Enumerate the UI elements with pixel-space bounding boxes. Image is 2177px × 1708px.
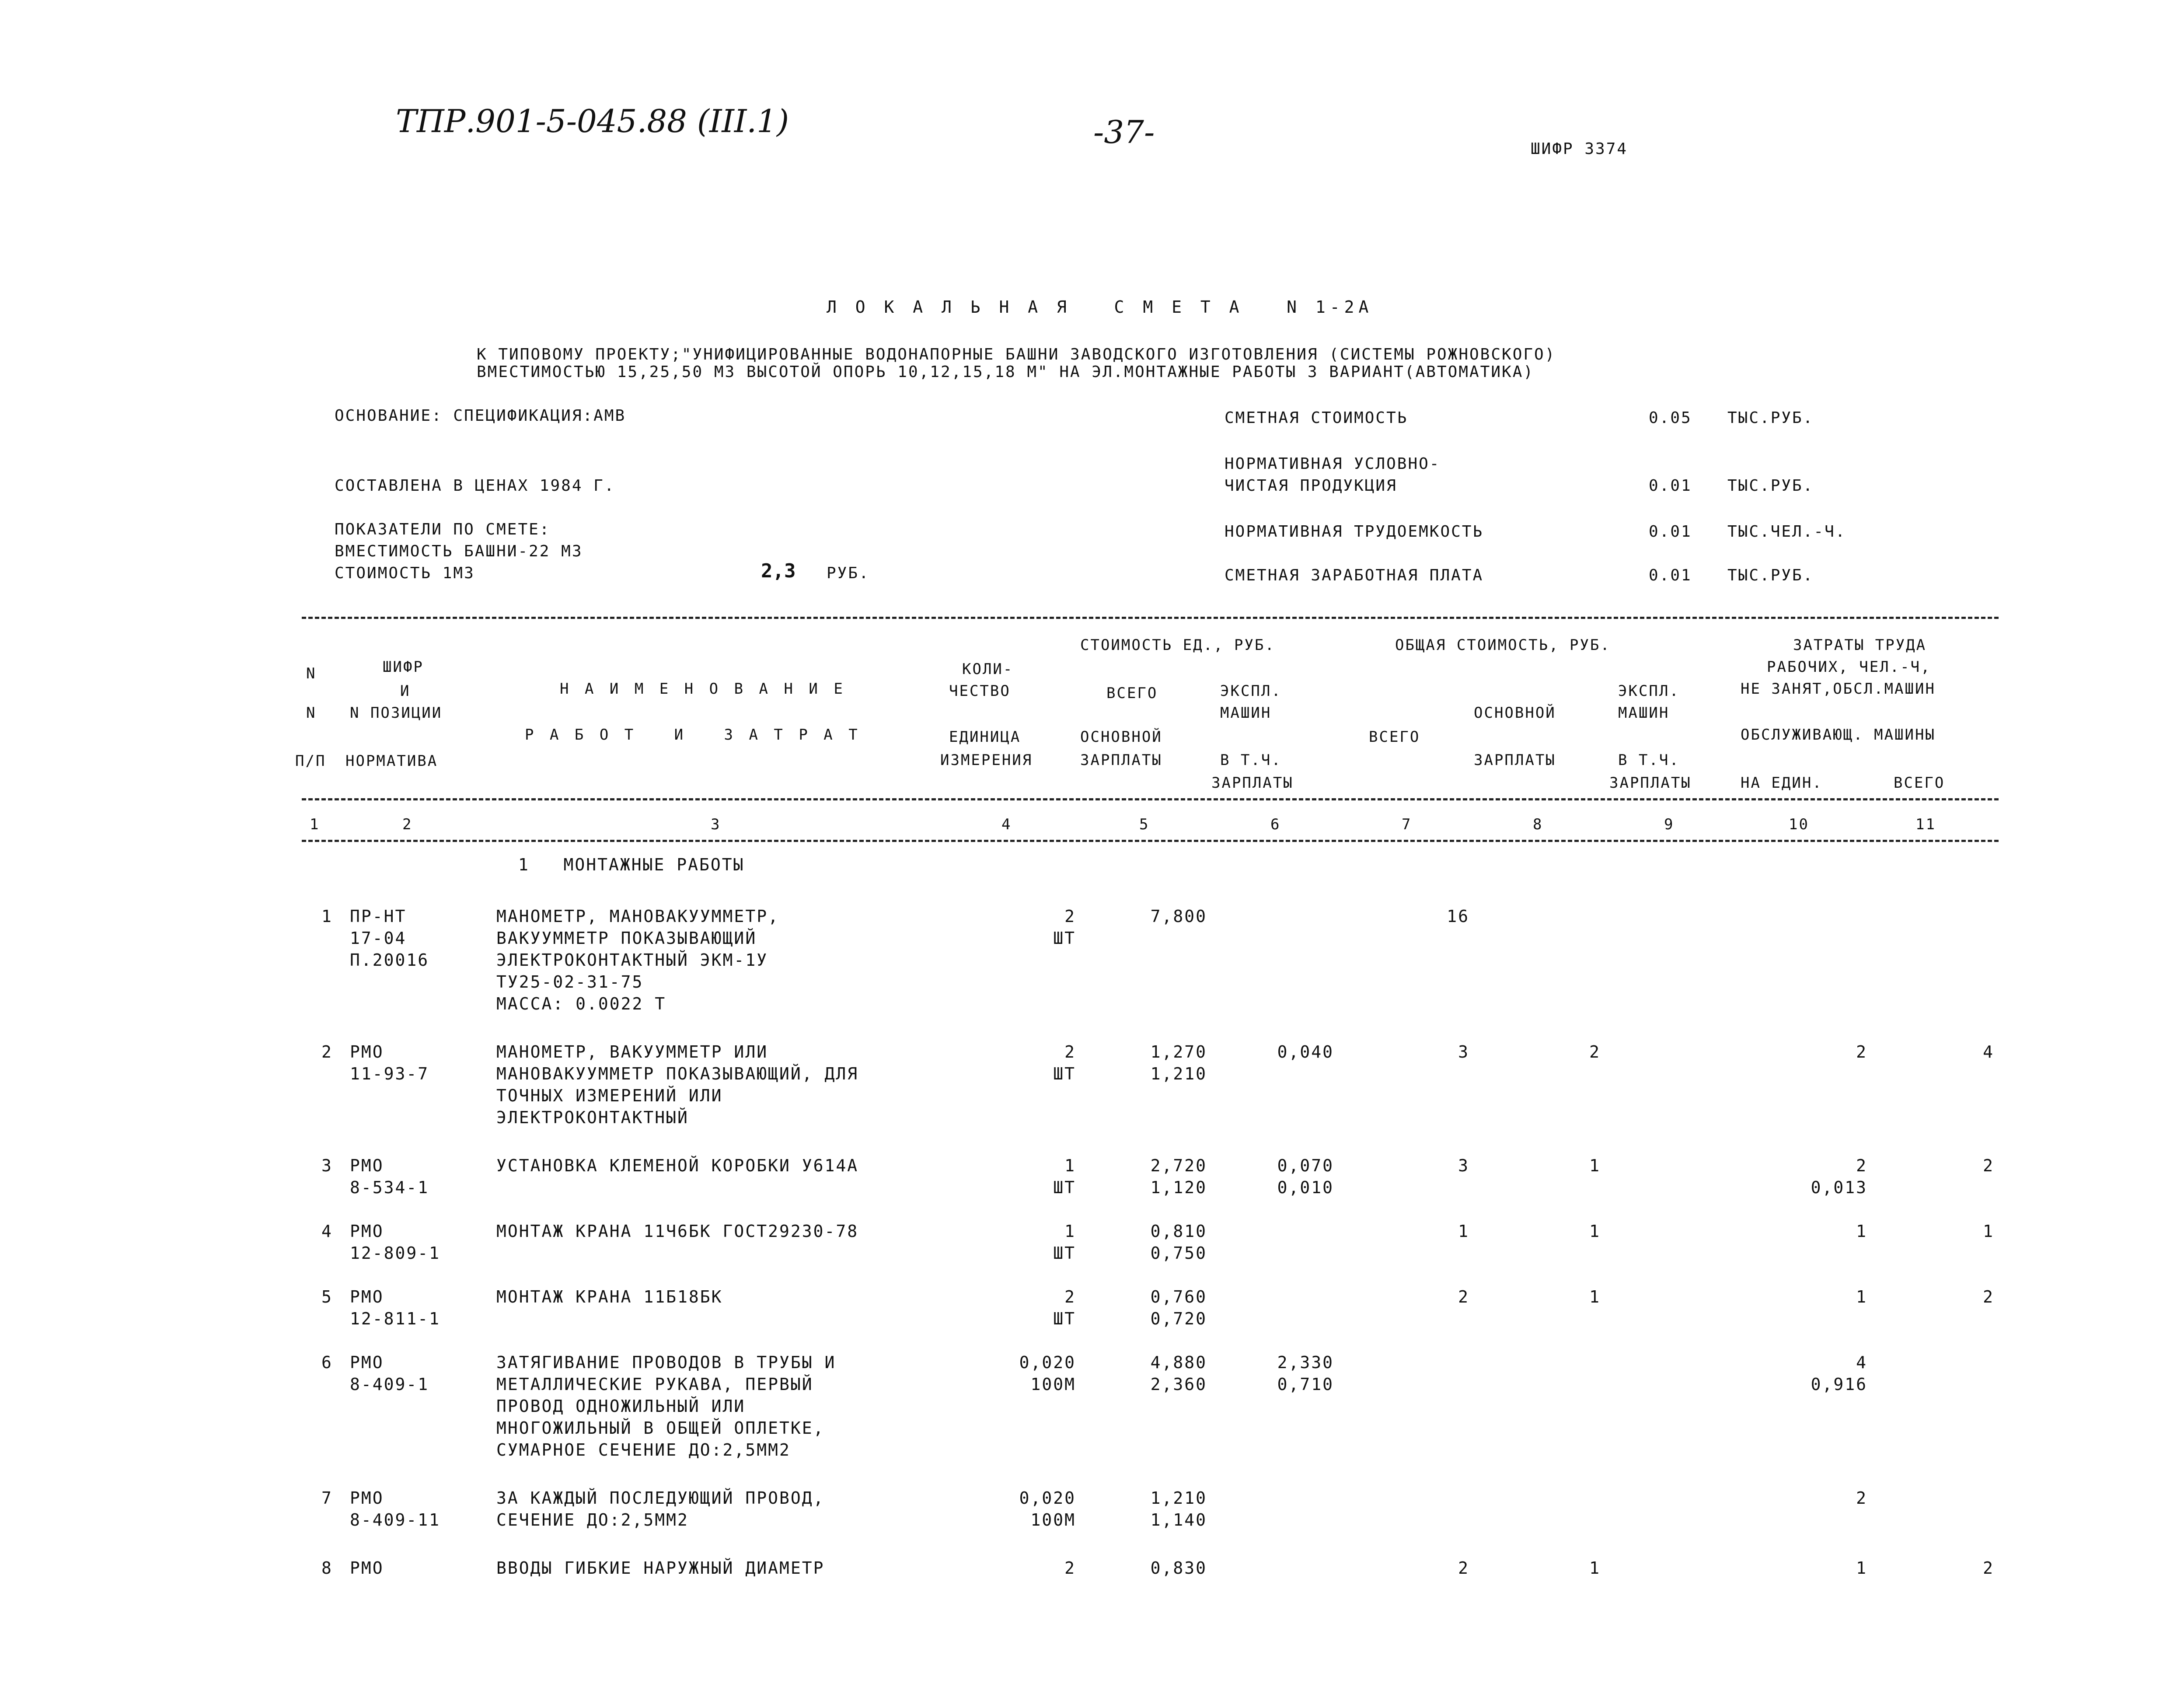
row-total-cost: 3 — [1458, 1042, 1469, 1062]
hdr-col7: ВСЕГО — [1369, 728, 1420, 746]
row-unit-cost-wage: 1,120 — [1150, 1178, 1207, 1197]
row-name: ВВОДЫ ГИБКИЕ НАРУЖНЫЙ ДИАМЕТР — [496, 1558, 825, 1578]
row-labor-unit: 2 — [1856, 1488, 1867, 1508]
row-unit-cost-total: 4,880 — [1150, 1353, 1207, 1372]
hdr-unit-cost: СТОИМОСТЬ ЕД., РУБ. — [1080, 636, 1275, 654]
row-code: 12-811-1 — [350, 1309, 441, 1328]
colnum-6: 6 — [1270, 816, 1281, 833]
hdr-col9-a: ЭКСПЛ. — [1618, 682, 1680, 700]
row-number: 3 — [321, 1156, 333, 1175]
normative-product-value: 0.01 — [1649, 477, 1692, 495]
prices-text: СОСТАВЛЕНА В ЦЕНАХ 1984 Г. — [335, 477, 615, 495]
row-labor-unit-machine: 0,916 — [1811, 1375, 1867, 1394]
row-total-cost: 3 — [1458, 1156, 1469, 1175]
row-unit-cost-wage: 2,360 — [1150, 1375, 1207, 1394]
row-number: 8 — [321, 1558, 333, 1578]
row-code: П.20016 — [350, 950, 429, 970]
labor-intensity-value: 0.01 — [1649, 523, 1692, 541]
row-unit-cost-total: 1,270 — [1150, 1042, 1207, 1062]
row-quantity: 0,020 — [1019, 1488, 1076, 1508]
row-total-wage: 2 — [1589, 1042, 1601, 1062]
row-code: 11-93-7 — [350, 1064, 429, 1083]
cost-1m3-label: СТОИМОСТЬ 1М3 — [335, 564, 475, 582]
hdr-col1-a: N — [306, 665, 317, 682]
row-name: ПРОВОД ОДНОЖИЛЬНЫЙ ИЛИ — [496, 1397, 746, 1416]
hdr-col6-b: МАШИН — [1220, 704, 1272, 722]
hdr-col3-a: Н А И М Е Н О В А Н И Е — [560, 680, 846, 698]
hdr-col11: ВСЕГО — [1894, 774, 1945, 792]
hdr-col5-a: ВСЕГО — [1106, 685, 1158, 702]
row-labor-total: 4 — [1983, 1042, 1994, 1062]
row-total-wage: 1 — [1589, 1222, 1601, 1241]
hdr-col5-b: ОСНОВНОЙ — [1080, 728, 1162, 746]
row-total-wage: 1 — [1589, 1156, 1601, 1175]
page-number: -37- — [1093, 114, 1155, 150]
row-total-cost: 2 — [1458, 1287, 1469, 1306]
row-unit-machine: 0,070 — [1277, 1156, 1334, 1175]
hdr-total-cost: ОБЩАЯ СТОИМОСТЬ, РУБ. — [1395, 636, 1611, 654]
hdr-col2-b: И — [400, 682, 411, 700]
row-name: ЭЛЕКТРОКОНТАКТНЫЙ — [496, 1108, 689, 1127]
row-name: МОНТАЖ КРАНА 11Ч6БК ГОСТ29230-78 — [496, 1222, 859, 1241]
row-code: РМО — [350, 1222, 384, 1241]
row-name: МЕТАЛЛИЧЕСКИЕ РУКАВА, ПЕРВЫЙ — [496, 1375, 813, 1394]
hdr-col9-b: МАШИН — [1618, 704, 1670, 722]
hdr-col1-b: N — [306, 704, 317, 722]
hdr-col4-c: ЕДИНИЦА — [949, 728, 1021, 746]
hdr-labor-c: НЕ ЗАНЯТ,ОБСЛ.МАШИН — [1741, 680, 1936, 698]
estimate-cost-value: 0.05 — [1649, 409, 1692, 427]
colnum-4: 4 — [1001, 816, 1012, 833]
basis-text: ОСНОВАНИЕ: СПЕЦИФИКАЦИЯ:АМВ — [335, 407, 626, 425]
row-code: РМО — [350, 1353, 384, 1372]
row-code: РМО — [350, 1287, 384, 1306]
row-quantity: 0,020 — [1019, 1353, 1076, 1372]
row-unit-cost-total: 7,800 — [1150, 907, 1207, 926]
row-total-cost: 1 — [1458, 1222, 1469, 1241]
row-labor-unit: 1 — [1856, 1558, 1867, 1578]
row-labor-unit: 2 — [1856, 1156, 1867, 1175]
hdr-labor-d: ОБСЛУЖИВАЮЩ. МАШИНЫ — [1741, 726, 1936, 744]
hdr-labor-a: ЗАТРАТЫ ТРУДА — [1793, 636, 1927, 654]
normative-product-label-2: ЧИСТАЯ ПРОДУКЦИЯ — [1225, 477, 1397, 495]
capacity-text: ВМЕСТИМОСТЬ БАШНИ-22 М3 — [335, 542, 583, 560]
estimate-title: Л О К А Л Ь Н А Я С М Е Т А N 1-2А — [827, 297, 1373, 317]
row-code: 8-409-1 — [350, 1375, 429, 1394]
colnum-10: 10 — [1789, 816, 1809, 833]
row-unit: 100М — [1030, 1510, 1076, 1530]
colnum-7: 7 — [1402, 816, 1412, 833]
row-unit: 100М — [1030, 1375, 1076, 1394]
row-unit-cost-wage: 0,720 — [1150, 1309, 1207, 1328]
table-top-rule — [302, 617, 1999, 619]
colnum-8: 8 — [1533, 816, 1543, 833]
hdr-col9-d: ЗАРПЛАТЫ — [1609, 774, 1692, 792]
cost-1m3-unit: РУБ. — [827, 564, 870, 582]
row-labor-total: 1 — [1983, 1222, 1994, 1241]
row-unit-machine-wage: 0,010 — [1277, 1178, 1334, 1197]
hdr-col2-a: ШИФР — [383, 658, 424, 676]
colnum-1: 1 — [310, 816, 320, 833]
labor-intensity-label: НОРМАТИВНАЯ ТРУДОЕМКОСТЬ — [1225, 523, 1484, 541]
row-unit-cost-wage: 0,750 — [1150, 1243, 1207, 1263]
row-number: 1 — [321, 907, 333, 926]
row-unit-cost-total: 2,720 — [1150, 1156, 1207, 1175]
row-number: 2 — [321, 1042, 333, 1062]
header-rule — [302, 798, 1999, 800]
row-quantity: 1 — [1064, 1156, 1076, 1175]
row-labor-unit: 2 — [1856, 1042, 1867, 1062]
row-quantity: 1 — [1064, 1222, 1076, 1241]
colnum-9: 9 — [1664, 816, 1675, 833]
row-code: РМО — [350, 1488, 384, 1508]
hdr-col5-c: ЗАРПЛАТЫ — [1080, 751, 1162, 769]
row-code: 8-534-1 — [350, 1178, 429, 1197]
wage-label: СМЕТНАЯ ЗАРАБОТНАЯ ПЛАТА — [1225, 566, 1484, 584]
row-name: СЕЧЕНИЕ ДО:2,5ММ2 — [496, 1510, 689, 1530]
row-unit-machine: 2,330 — [1277, 1353, 1334, 1372]
row-name: МАНОМЕТР, ВАКУУММЕТР ИЛИ — [496, 1042, 768, 1062]
row-unit-cost-total: 1,210 — [1150, 1488, 1207, 1508]
row-quantity: 2 — [1064, 1558, 1076, 1578]
row-name: МАНОМЕТР, МАНОВАКУУММЕТР, — [496, 907, 779, 926]
row-name: ТОЧНЫХ ИЗМЕРЕНИЙ ИЛИ — [496, 1086, 723, 1105]
subtitle-line-1: К ТИПОВОМУ ПРОЕКТУ;"УНИФИЦИРОВАННЫЕ ВОДОНАПОРНЫЕ БАШНИ ЗАВОДСКОГО ИЗГОТОВЛЕНИЯ (СИСТЕМЫ РОЖНОВСКОГО) — [477, 346, 1556, 363]
indicators-text: ПОКАЗАТЕЛИ ПО СМЕТЕ: — [335, 520, 551, 538]
row-code: ПР-НТ — [350, 907, 407, 926]
row-name: ЗА КАЖДЫЙ ПОСЛЕДУЮЩИЙ ПРОВОД, — [496, 1488, 825, 1508]
document-code: ТПР.901-5-045.88 (III.1) — [396, 103, 789, 140]
row-name: МАССА: 0.0022 Т — [496, 994, 666, 1013]
labor-intensity-unit: ТЫС.ЧЕЛ.-Ч. — [1727, 523, 1846, 541]
hdr-col2-c: N ПОЗИЦИИ — [350, 704, 443, 722]
row-name: МОНТАЖ КРАНА 11Б18БК — [496, 1287, 723, 1306]
row-total-wage: 1 — [1589, 1287, 1601, 1306]
row-total-cost: 16 — [1447, 907, 1469, 926]
row-name: ЗАТЯГИВАНИЕ ПРОВОДОВ В ТРУБЫ И — [496, 1353, 836, 1372]
hdr-col4-a: КОЛИ- — [962, 660, 1014, 678]
row-name: СУМАРНОЕ СЕЧЕНИЕ ДО:2,5ММ2 — [496, 1440, 791, 1460]
row-number: 5 — [321, 1287, 333, 1306]
row-unit-cost-total: 0,810 — [1150, 1222, 1207, 1241]
row-unit-cost-wage: 1,140 — [1150, 1510, 1207, 1530]
row-quantity: 2 — [1064, 1287, 1076, 1306]
cost-1m3-value: 2,3 — [761, 560, 796, 582]
row-unit: ШТ — [1053, 1064, 1076, 1083]
row-code: 17-04 — [350, 929, 407, 948]
row-unit-cost-wage: 1,210 — [1150, 1064, 1207, 1083]
row-name: МАНОВАКУУММЕТР ПОКАЗЫВАЮЩИЙ, ДЛЯ — [496, 1064, 859, 1083]
numbers-rule — [302, 840, 1999, 842]
row-code: РМО — [350, 1558, 384, 1578]
normative-product-unit: ТЫС.РУБ. — [1727, 477, 1814, 495]
row-labor-unit-machine: 0,013 — [1811, 1178, 1867, 1197]
subtitle-line-2: ВМЕСТИМОСТЬЮ 15,25,50 М3 ВЫСОТОЙ ОПОРЬ 10,12,15,18 М" НА ЭЛ.МОНТАЖНЫЕ РАБОТЫ 3 ВАРИАНТ(АВТОМАТИКА) — [477, 363, 1535, 381]
row-unit-machine-wage: 0,710 — [1277, 1375, 1334, 1394]
row-labor-total: 2 — [1983, 1558, 1994, 1578]
estimate-cost-unit: ТЫС.РУБ. — [1727, 409, 1814, 427]
row-labor-unit: 1 — [1856, 1222, 1867, 1241]
row-unit: ШТ — [1053, 1178, 1076, 1197]
row-name: УСТАНОВКА КЛЕМЕНОЙ КОРОБКИ У614А — [496, 1156, 859, 1175]
row-unit: ШТ — [1053, 929, 1076, 948]
colnum-5: 5 — [1139, 816, 1150, 833]
hdr-col8-a: ОСНОВНОЙ — [1474, 704, 1556, 722]
row-total-cost: 2 — [1458, 1558, 1469, 1578]
cipher-label: ШИФР 3374 — [1531, 140, 1628, 158]
wage-unit: ТЫС.РУБ. — [1727, 566, 1814, 584]
estimate-cost-label: СМЕТНАЯ СТОИМОСТЬ — [1225, 409, 1408, 427]
row-quantity: 2 — [1064, 907, 1076, 926]
row-labor-total: 2 — [1983, 1156, 1994, 1175]
hdr-col6-d: ЗАРПЛАТЫ — [1211, 774, 1294, 792]
row-unit: ШТ — [1053, 1243, 1076, 1263]
row-unit-cost-total: 0,830 — [1150, 1558, 1207, 1578]
row-name: ВАКУУММЕТР ПОКАЗЫВАЮЩИЙ — [496, 929, 757, 948]
row-unit: ШТ — [1053, 1309, 1076, 1328]
row-code: РМО — [350, 1156, 384, 1175]
hdr-col4-d: ИЗМЕРЕНИЯ — [940, 751, 1033, 769]
hdr-col10: НА ЕДИН. — [1741, 774, 1823, 792]
row-total-wage: 1 — [1589, 1558, 1601, 1578]
wage-value: 0.01 — [1649, 566, 1692, 584]
hdr-col6-a: ЭКСПЛ. — [1220, 682, 1282, 700]
row-code: РМО — [350, 1042, 384, 1062]
section-title: 1 МОНТАЖНЫЕ РАБОТЫ — [518, 855, 745, 874]
row-name: ТУ25-02-31-75 — [496, 972, 644, 992]
row-labor-unit: 4 — [1856, 1353, 1867, 1372]
normative-product-label-1: НОРМАТИВНАЯ УСЛОВНО- — [1225, 455, 1441, 473]
row-number: 4 — [321, 1222, 333, 1241]
row-labor-unit: 1 — [1856, 1287, 1867, 1306]
row-labor-total: 2 — [1983, 1287, 1994, 1306]
row-name: ЭЛЕКТРОКОНТАКТНЫЙ ЭКМ-1У — [496, 950, 768, 970]
row-quantity: 2 — [1064, 1042, 1076, 1062]
row-name: МНОГОЖИЛЬНЫЙ В ОБЩЕЙ ОПЛЕТКЕ, — [496, 1418, 825, 1438]
row-unit-machine: 0,040 — [1277, 1042, 1334, 1062]
row-unit-cost-total: 0,760 — [1150, 1287, 1207, 1306]
hdr-col8-b: ЗАРПЛАТЫ — [1474, 751, 1556, 769]
colnum-2: 2 — [402, 816, 413, 833]
row-code: 12-809-1 — [350, 1243, 441, 1263]
hdr-col6-c: В Т.Ч. — [1220, 751, 1282, 769]
colnum-3: 3 — [711, 816, 721, 833]
row-code: 8-409-11 — [350, 1510, 441, 1530]
hdr-labor-b: РАБОЧИХ, ЧЕЛ.-Ч, — [1767, 658, 1931, 676]
colnum-11: 11 — [1915, 816, 1936, 833]
hdr-col1-c: П/П — [295, 752, 326, 770]
hdr-col4-b: ЧЕСТВО — [949, 682, 1011, 700]
hdr-col2-d: НОРМАТИВА — [345, 752, 438, 770]
hdr-col9-c: В Т.Ч. — [1618, 751, 1680, 769]
row-number: 6 — [321, 1353, 333, 1372]
row-number: 7 — [321, 1488, 333, 1508]
hdr-col3-b: Р А Б О Т И З А Т Р А Т — [525, 726, 861, 744]
